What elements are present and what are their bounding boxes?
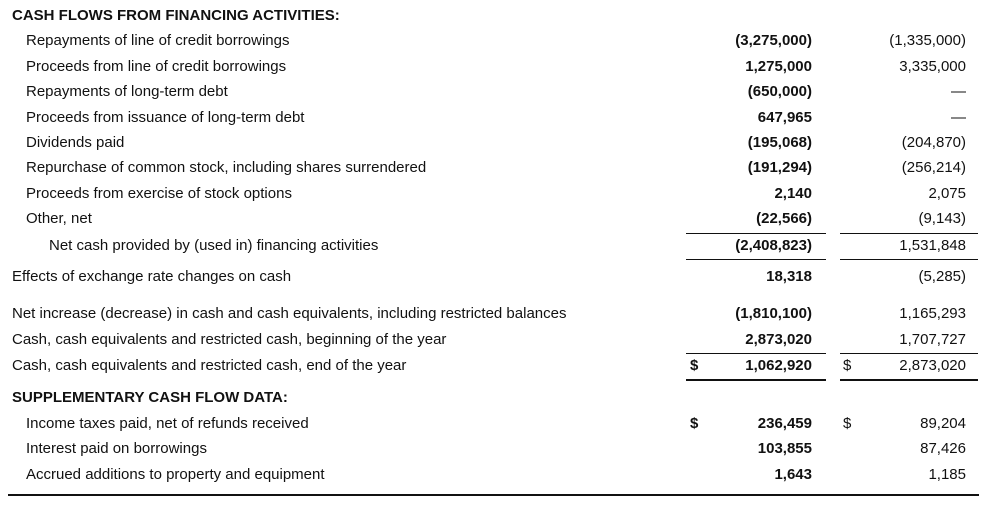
double-rule-prior	[840, 379, 978, 381]
table-row	[0, 268, 996, 290]
table-row	[0, 305, 996, 327]
row-label: Effects of exchange rate changes on cash	[12, 268, 292, 285]
financing-total-row	[0, 237, 996, 259]
row-label: Net increase (decrease) in cash and cash equivalents, including restricted balances	[12, 305, 567, 322]
total-rule-prior	[840, 259, 978, 260]
supplementary-heading-row	[0, 389, 996, 411]
current-year-value: 1,062,920	[745, 357, 812, 374]
row-label: Cash, cash equivalents and restricted cash, end of the year	[12, 357, 407, 374]
prior-year-value: (1,335,000)	[889, 32, 966, 49]
row-label: Accrued additions to property and equipment	[26, 466, 325, 483]
current-year-value: (650,000)	[747, 83, 812, 100]
prior-year-value: 1,707,727	[899, 331, 966, 348]
current-year-value: 103,855	[757, 440, 812, 457]
row-label: Proceeds from line of credit borrowings	[26, 58, 287, 75]
row-label: Other, net	[26, 210, 92, 227]
table-row	[0, 415, 996, 437]
subtotal-rule-prior	[840, 353, 978, 354]
row-label: Cash, cash equivalents and restricted cash, beginning of the year	[12, 331, 447, 348]
current-year-value: (195,068)	[747, 134, 812, 151]
prior-year-value: 2,873,020	[899, 357, 966, 374]
currency-symbol: $	[843, 357, 852, 374]
row-label: Income taxes paid, net of refunds received	[26, 415, 309, 432]
table-row	[0, 32, 996, 54]
prior-year-value: (256,214)	[901, 159, 966, 176]
row-label: Proceeds from issuance of long-term debt	[26, 109, 305, 126]
current-year-value: (191,294)	[747, 159, 812, 176]
double-rule-current	[686, 379, 826, 381]
prior-year-value: 3,335,000	[899, 58, 966, 75]
current-year-value: 18,318	[766, 268, 812, 285]
table-row	[0, 357, 996, 379]
current-year-value: 1,275,000	[745, 58, 812, 75]
row-label: Repayments of line of credit borrowings	[26, 32, 290, 49]
prior-year-value: 1,185	[928, 466, 966, 483]
prior-year-value: —	[951, 83, 966, 100]
current-year-value: 647,965	[757, 109, 812, 126]
prior-year-value: 1,531,848	[899, 237, 966, 254]
bottom-rule	[8, 494, 979, 496]
current-year-value: 2,140	[774, 185, 812, 202]
table-row	[0, 466, 996, 488]
current-year-value: 1,643	[774, 466, 812, 483]
financing-heading: CASH FLOWS FROM FINANCING ACTIVITIES:	[12, 7, 340, 24]
table-row	[0, 159, 996, 181]
table-row	[0, 331, 996, 353]
row-label: Proceeds from exercise of stock options	[26, 185, 292, 202]
current-year-value: (22,566)	[756, 210, 812, 227]
table-row	[0, 58, 996, 80]
currency-symbol: $	[843, 415, 852, 432]
table-row	[0, 185, 996, 207]
row-label: Dividends paid	[26, 134, 125, 151]
prior-year-value: 87,426	[920, 440, 966, 457]
subtotal-rule-current	[686, 353, 826, 354]
prior-year-value: 2,075	[928, 185, 966, 202]
subtotal-rule-current	[686, 233, 826, 234]
supplementary-heading: SUPPLEMENTARY CASH FLOW DATA:	[12, 389, 288, 406]
currency-symbol: $	[690, 357, 699, 374]
row-label: Repayments of long-term debt	[26, 83, 228, 100]
subtotal-rule-prior	[840, 233, 978, 234]
current-year-value: (2,408,823)	[735, 237, 812, 254]
current-year-value: 2,873,020	[745, 331, 812, 348]
prior-year-value: —	[951, 109, 966, 126]
table-row	[0, 440, 996, 462]
row-label: Repurchase of common stock, including shares surrendered	[26, 159, 427, 176]
prior-year-value: (5,285)	[918, 268, 966, 285]
financing-heading-row	[0, 7, 996, 29]
prior-year-value: 89,204	[920, 415, 966, 432]
prior-year-value: (9,143)	[918, 210, 966, 227]
current-year-value: (3,275,000)	[735, 32, 812, 49]
current-year-value: (1,810,100)	[735, 305, 812, 322]
row-label: Interest paid on borrowings	[26, 440, 207, 457]
table-row	[0, 83, 996, 105]
table-row	[0, 210, 996, 232]
table-row	[0, 134, 996, 156]
prior-year-value: (204,870)	[901, 134, 966, 151]
currency-symbol: $	[690, 415, 699, 432]
total-rule-current	[686, 259, 826, 260]
row-label: Net cash provided by (used in) financing activities	[49, 237, 379, 254]
prior-year-value: 1,165,293	[899, 305, 966, 322]
current-year-value: 236,459	[757, 415, 812, 432]
table-row	[0, 109, 996, 131]
